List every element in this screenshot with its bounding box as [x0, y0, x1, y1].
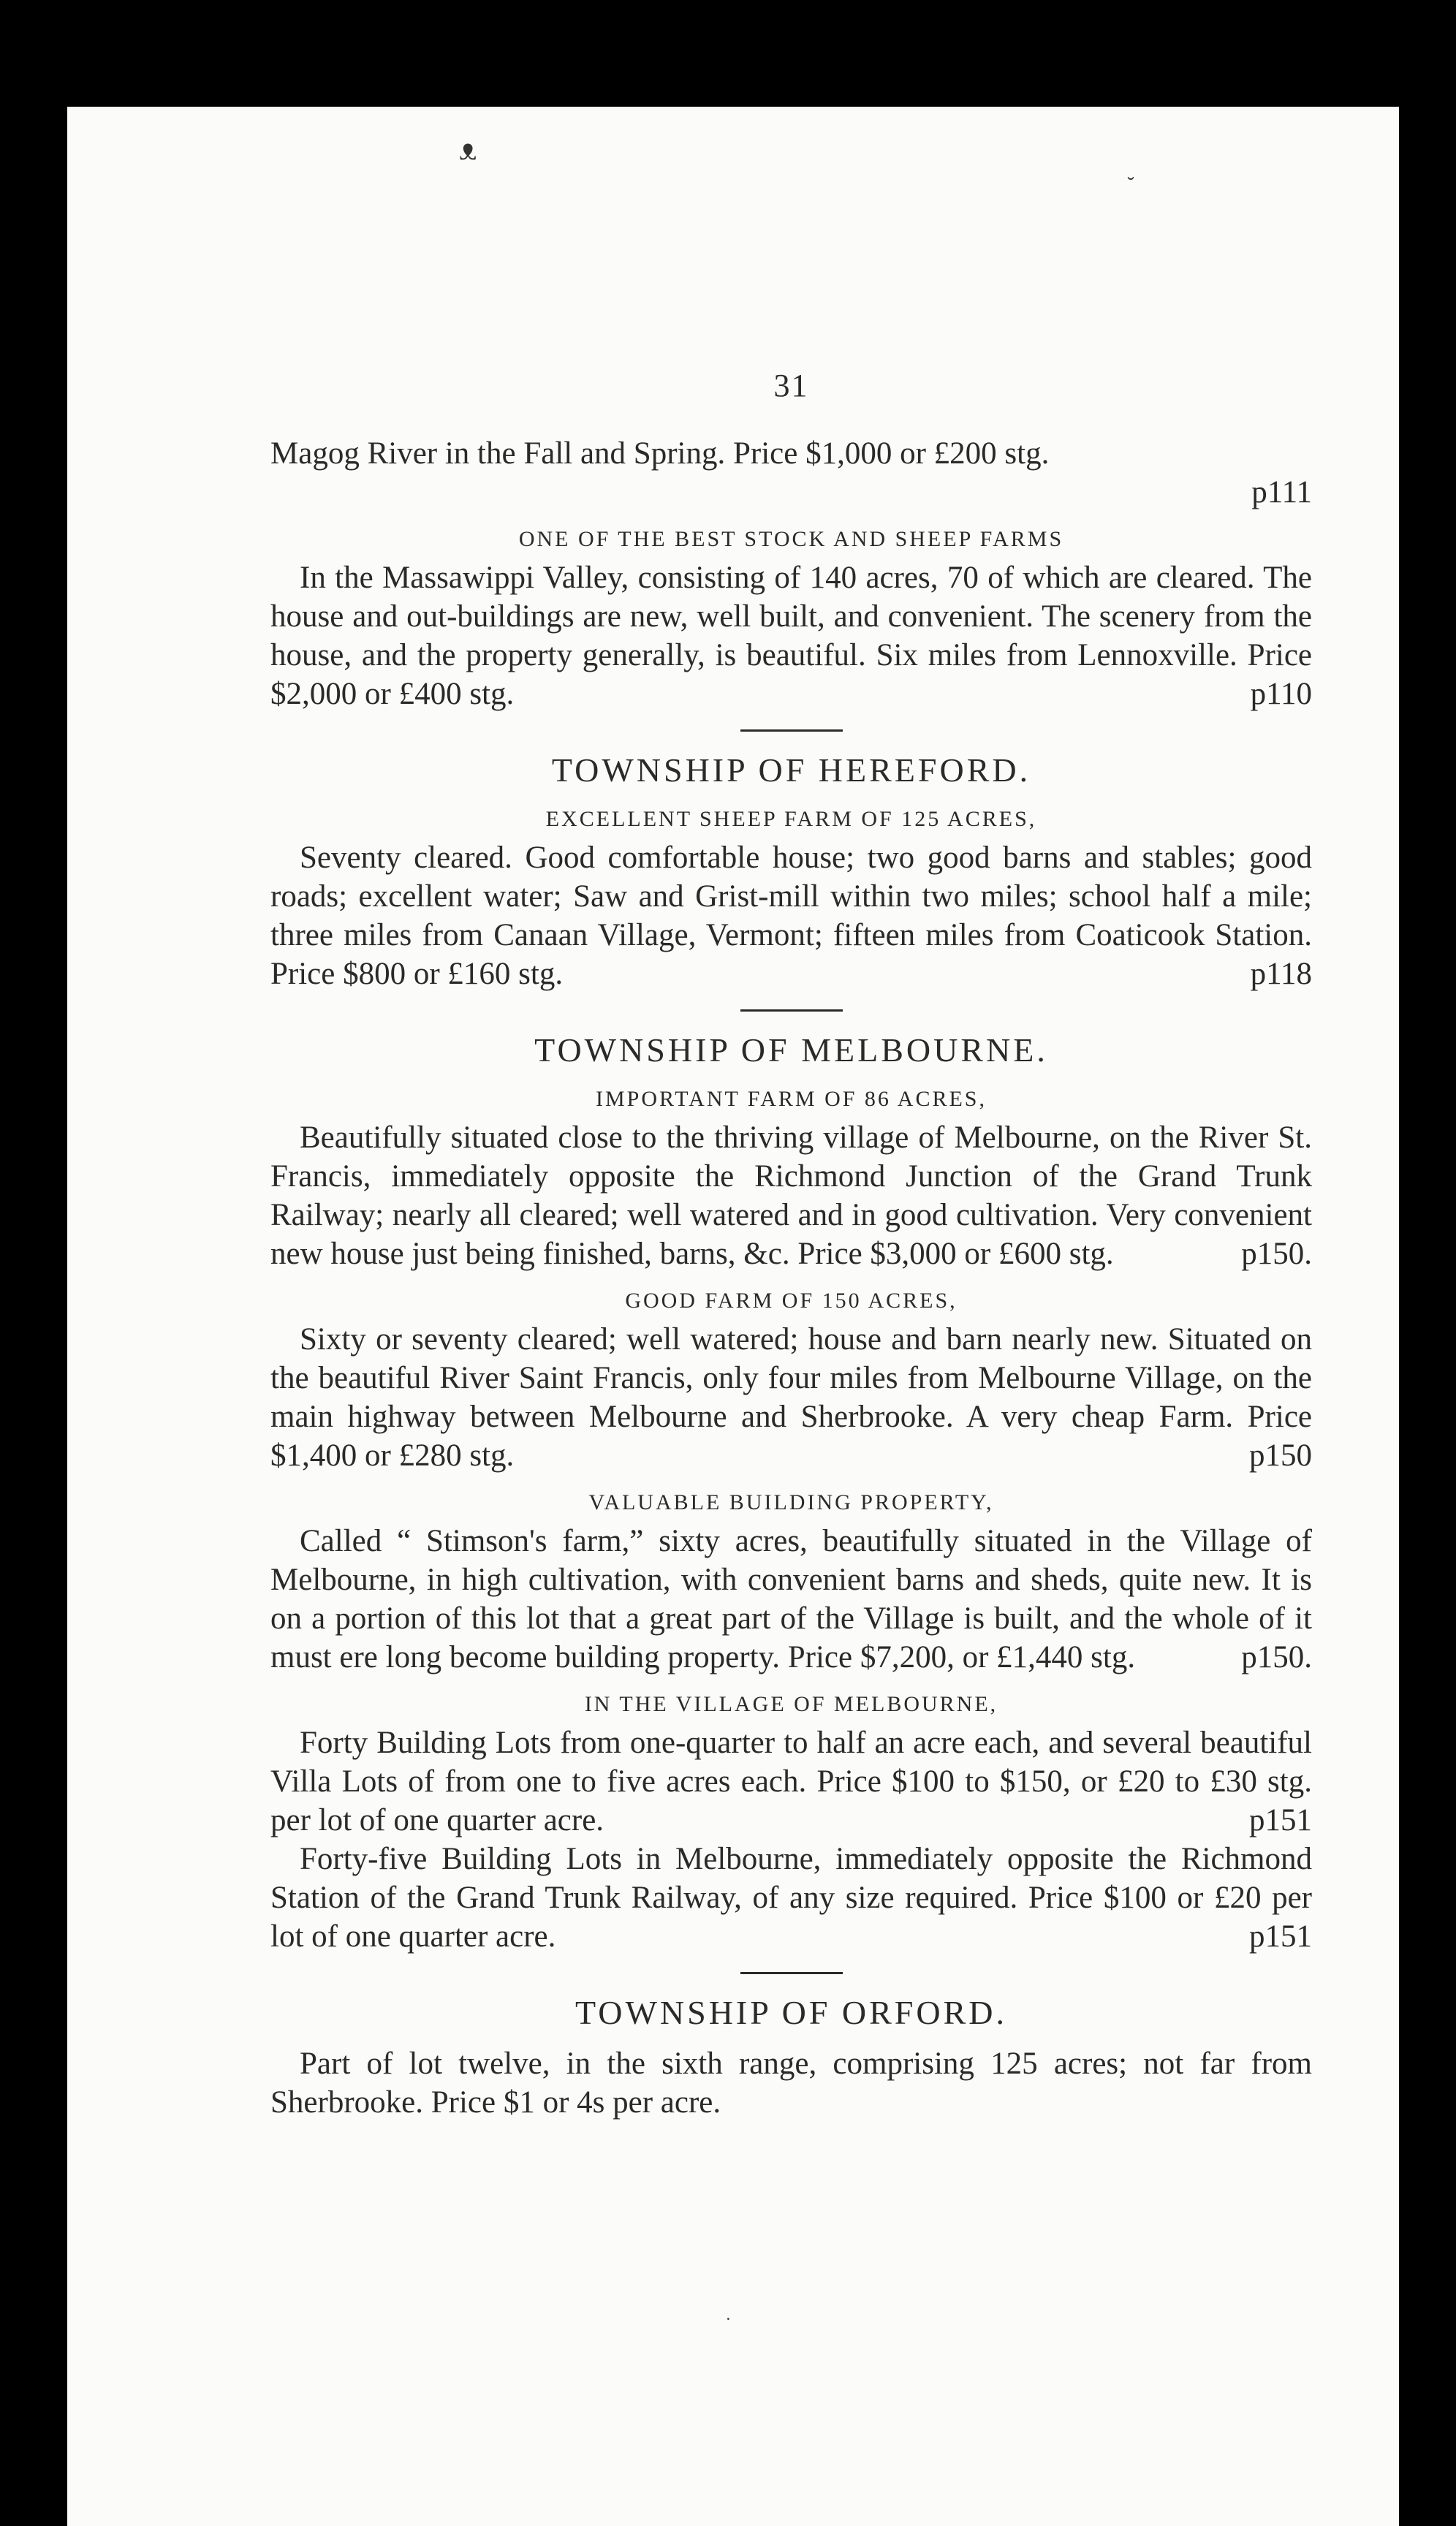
listing-body: Called “ Stimson's farm,” sixty acres, beautifully situated in the Village of Melbourne, in high cultivation, with convenient barns and sheds, quite new. It is on a portion of this lot that a great part of the Village is built, and the whole of it must ere long become building property. Price $7,200, or £1,440 stg. — [270, 1524, 1312, 1674]
page-ref: p151 — [1249, 1803, 1312, 1837]
page-ref: p118 — [1250, 957, 1312, 991]
listing-body: Beautifully situated close to the thriving village of Melbourne, on the River St. Francis, immediately opposite the Richmond Junction of the Grand Trunk Railway; nearly all cleared; well watered and in good cultivation. Very convenient new house just being finished, barns, &c. Price $3,000 or £600 stg. — [270, 1120, 1312, 1271]
section-divider — [740, 729, 843, 732]
listing-text — [270, 2044, 1312, 2122]
listing-heading: GOOD FARM OF 150 ACRES, — [625, 1289, 958, 1313]
page-ref: p150 — [1249, 1438, 1312, 1473]
ink-mark: ˘ — [1127, 172, 1134, 197]
document-page — [67, 107, 1399, 2526]
listing-body: Forty-five Building Lots in Melbourne, immediately opposite the Richmond Station of the Grand Trunk Railway, of any size required. Price $100 or £20 per lot of one quarter acre. — [270, 1842, 1312, 1954]
listing-heading: IMPORTANT FARM OF 86 ACRES, — [596, 1087, 987, 1111]
page-body — [270, 434, 1312, 2122]
page-ref: p150. — [1241, 1640, 1312, 1674]
listing-text — [270, 1320, 1312, 1475]
township-heading: TOWNSHIP OF MELBOURNE. — [534, 1031, 1048, 1069]
listing-heading: ONE OF THE BEST STOCK AND SHEEP FARMS — [518, 527, 1064, 551]
page-number: 31 — [773, 368, 809, 403]
listing-body: Part of lot twelve, in the sixth range, comprising 125 acres; not far from Sherbrooke. Price $1 or 4s per acre. — [270, 2047, 1312, 2120]
township-heading: TOWNSHIP OF HEREFORD. — [551, 751, 1031, 789]
listing-heading: VALUABLE BUILDING PROPERTY, — [588, 1490, 994, 1514]
listing-text — [270, 838, 1312, 993]
listing-heading: EXCELLENT SHEEP FARM OF 125 ACRES, — [545, 807, 1037, 831]
page-ref: p110 — [1250, 677, 1312, 711]
page-ref: p111 — [1251, 475, 1312, 509]
section-divider — [740, 1009, 843, 1012]
listing-body: In the Massawippi Valley, consisting of 140 acres, 70 of which are cleared. The house and out-buildings are new, well built, and convenient. The scenery from the house, and the property generally, is beautiful. Six miles from Lennoxville. Price $2,000 or £400 stg. — [270, 561, 1312, 711]
listing-body: Forty Building Lots from one-quarter to half an acre each, and several beautiful Villa Lots of from one to five acres each. Price $100 to $150, or £20 to £30 stg. per lot of one quarter acre. — [270, 1726, 1312, 1837]
continuation-text — [270, 434, 1312, 473]
page-ref: p151 — [1249, 1919, 1312, 1954]
section-divider — [740, 1972, 843, 1974]
listing-body: Seventy cleared. Good comfortable house; two good barns and stables; good roads; excellent water; Saw and Grist-mill within two miles; school half a mile; three miles from Canaan Village, Vermont; fifteen miles from Coaticook Station. Price $800 or £160 stg. — [270, 841, 1312, 991]
ink-mark: ˙ — [725, 2314, 732, 2335]
listing-text — [270, 558, 1312, 713]
listing-text — [270, 1723, 1312, 1840]
page-ref: p150. — [1241, 1237, 1312, 1271]
listing-heading: IN THE VILLAGE OF MELBOURNE, — [584, 1692, 998, 1716]
listing-text — [270, 1118, 1312, 1273]
continuation-body: Magog River in the Fall and Spring. Price $1,000 or £200 stg. — [270, 436, 1050, 471]
ink-mark: ᴥ — [459, 129, 477, 167]
listing-text — [270, 1522, 1312, 1677]
township-heading: TOWNSHIP OF ORFORD. — [575, 1994, 1008, 2031]
listing-body: Sixty or seventy cleared; well watered; house and barn nearly new. Situated on the beautiful River Saint Francis, only four miles from Melbourne Village, on the main highway between Melbourne and Sherbrooke. A very cheap Farm. Price $1,400 or £280 stg. — [270, 1322, 1312, 1473]
listing-text — [270, 1840, 1312, 1956]
